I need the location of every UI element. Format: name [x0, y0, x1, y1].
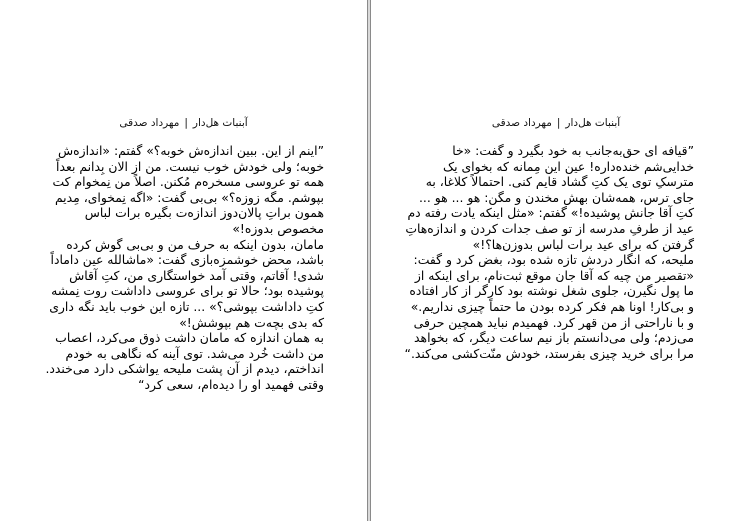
paragraph: ”قیافه ای حق‌به‌جانب به خود بگیرد و گفت: «خا خدایی‌شم خنده‌داره! عین این مِمانه که بخوای یک مترسکِ توی یک کتِ گشاد قایم کنی. احتمالاً کلاغا، به جای ترس، همه‌شان بهش مخندن و مگن: هو ... هو ... کتِ آقا جانش پوشیده!» گفتم: «مثل اینکه یادت رفته دم عید از طرفِ مدرسه از تو صف جدات کردن و اندازه‌هاتِ گرفتن که برای عید برات لباس بدوزن‌ها؟!»	[405, 143, 694, 252]
header-separator: |	[184, 117, 188, 129]
page-header	[371, 117, 741, 129]
right-page	[370, 0, 741, 521]
left-page	[0, 0, 368, 521]
paragraph: ”اینم از این. ببین اندازه‌ش خوبه؟» گفتم: «اندازه‌ش خوبه؛ ولی خودش خوب نیست. من از الان بِدانم بعداً همه تو عروسی مسخره‌م مُکنن. اصلاً من نِمخوام کت بپوشم. مگه زوزه؟» بی‌بی گفت: «اگه نِمخوای، مِدیم همون براتِ پالان‌دوز اندازه‌ت بگیره برات لباس مخصوص بدوزه!»	[52, 143, 324, 236]
paragraph: ملیحه، که انگار دردش تازه شده بود، بغض کرد و گفت: «تقصیر من چیه که آقا جان موقع ثبت‌نام، برای اینکه از ما پول نگیرن، جلوی شغل نوشته بود کارگر از کار افتاده و بی‌کار! اونا هم فکر کرده بودن ما حتماً چیزی نداریم.» و با ناراحتی از من قهر کرد. فهمیدم نباید همچین حرفی می‌زدم؛ ولی می‌دانستم باز نیم ساعت دیگر، که بخواهد مرا برای خرید چیزی بفرستد، خودش منّت‌کشی می‌کند.“	[404, 252, 694, 361]
author-name: مهرداد صدقی	[491, 117, 552, 129]
page-body	[38, 143, 324, 393]
page-body	[401, 143, 694, 361]
header-separator: |	[556, 117, 561, 129]
paragraph: به همان اندازه که مامان داشت ذوق می‌کرد، اعصاب من داشت خُرد می‌شد. توی آینه که نگاهی به خودم انداختم، دیدم از آن پشت ملیحه یواشکی دارد می‌خندد. وقتی فهمید او را دیده‌ام، سعی کرد“	[45, 330, 324, 392]
author-name: مهرداد صدقی	[119, 117, 180, 129]
book-title: آبنبات هل‌دار	[565, 117, 621, 129]
page-header	[0, 117, 367, 129]
paragraph: مامان، بدون اینکه به حرف من و بی‌بی گوش کرده باشد، محض خوشمزه‌بازی گفت: «ماشالله عین داماداً شدی! آقاتم، وقتی آمد خواستگاری من، کتِ آقاش پوشیده بود؛ حالا تو برای عروسی داداشت روت نِمشه کتِ داداشت بپوشی؟» ... تازه این خوب باید نگه داری که بدی بچه‌ت هم بپوشش!»	[49, 236, 324, 330]
book-title: آبنبات هل‌دار	[192, 117, 248, 129]
